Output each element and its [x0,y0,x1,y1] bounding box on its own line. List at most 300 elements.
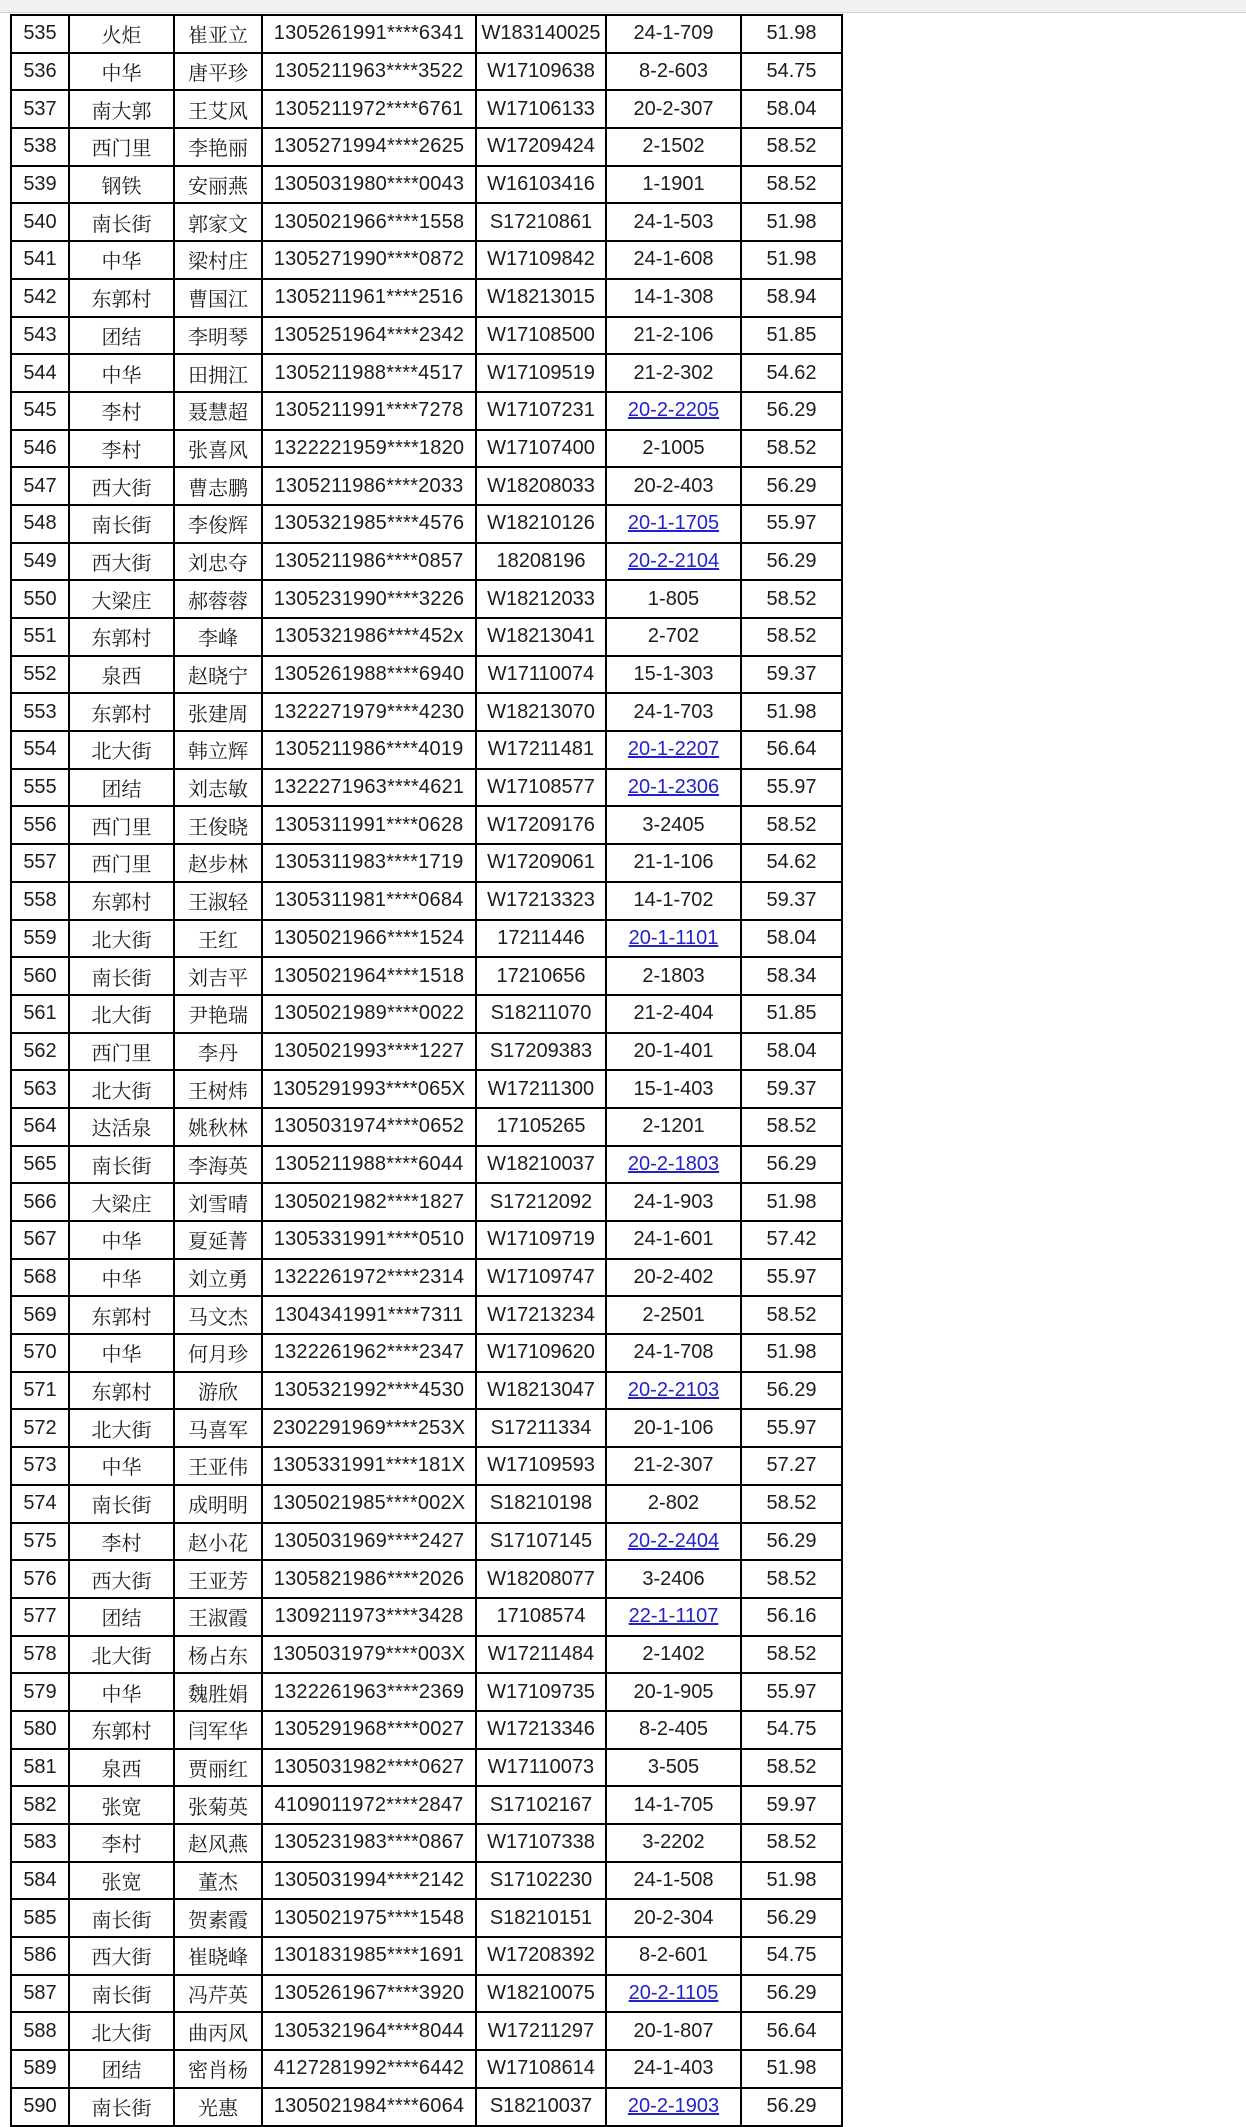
cell-person-name: 尹艳瑞 [174,995,262,1033]
cell-score: 58.52 [741,1560,842,1598]
cell-person-name: 张喜风 [174,430,262,468]
cell-score: 58.04 [741,1033,842,1071]
cell-application-code: W18213015 [476,279,606,317]
cell-row-number: 562 [11,1033,69,1071]
cell-unit-number: 24-1-708 [606,1334,741,1372]
table-row [11,279,842,317]
table-row [11,693,842,731]
cell-masked-id: 1322261972****2314 [262,1259,476,1297]
cell-person-name: 李艳丽 [174,128,262,166]
cell-score: 56.29 [741,543,842,581]
cell-masked-id: 1305211986****4019 [262,731,476,769]
cell-unit-number: 24-1-508 [606,1862,741,1900]
cell-unit-number: 24-1-608 [606,241,741,279]
cell-row-number: 585 [11,1899,69,1937]
cell-street-office: 西大街 [69,543,174,581]
cell-street-office: 火炬 [69,15,174,53]
cell-unit-number: 20-2-402 [606,1259,741,1297]
cell-unit-number: 20-1-905 [606,1673,741,1711]
cell-unit-number [606,2088,741,2126]
cell-person-name: 王亚芳 [174,1560,262,1598]
cell-row-number: 589 [11,2050,69,2088]
cell-application-code: W183140025 [476,15,606,53]
cell-masked-id: 1305211972****6761 [262,90,476,128]
cell-person-name: 贺素霞 [174,1899,262,1937]
unit-link[interactable]: 20-2-2103 [627,1379,720,1402]
cell-street-office: 钢铁 [69,166,174,204]
cell-person-name: 闫军华 [174,1711,262,1749]
cell-score: 56.29 [741,2088,842,2126]
cell-unit-number: 2-2501 [606,1296,741,1334]
cell-unit-number [606,543,741,581]
cell-application-code: W17109519 [476,354,606,392]
table-row [11,1259,842,1297]
cell-application-code: S17211334 [476,1409,606,1447]
cell-person-name: 安丽燕 [174,166,262,204]
cell-score: 58.52 [741,430,842,468]
cell-application-code: W18210037 [476,1146,606,1184]
cell-score: 58.34 [741,957,842,995]
cell-application-code: S17107145 [476,1523,606,1561]
cell-score: 51.98 [741,203,842,241]
cell-masked-id: 1305021966****1524 [262,920,476,958]
table-row [11,467,842,505]
cell-application-code: W16103416 [476,166,606,204]
cell-unit-number: 2-1402 [606,1636,741,1674]
cell-street-office: 中华 [69,354,174,392]
cell-score: 56.29 [741,392,842,430]
unit-link[interactable]: 20-1-1101 [628,926,719,949]
cell-application-code: S17102167 [476,1786,606,1824]
unit-link[interactable]: 20-2-1803 [627,1152,720,1175]
table-row [11,392,842,430]
cell-application-code: W17107400 [476,430,606,468]
cell-row-number: 566 [11,1183,69,1221]
cell-masked-id: 2302291969****253X [262,1409,476,1447]
table-row [11,1560,842,1598]
cell-street-office: 东郭村 [69,618,174,656]
cell-person-name: 刘吉平 [174,957,262,995]
cell-person-name: 游欣 [174,1372,262,1410]
cell-person-name: 王淑霞 [174,1598,262,1636]
cell-street-office: 中华 [69,1447,174,1485]
cell-score: 55.97 [741,1409,842,1447]
cell-person-name: 李明琴 [174,317,262,355]
table-row [11,1485,842,1523]
cell-person-name: 贾丽红 [174,1749,262,1787]
cell-application-code: S18210198 [476,1485,606,1523]
table-row [11,1975,842,2013]
cell-person-name: 郭家文 [174,203,262,241]
cell-person-name: 刘志敏 [174,769,262,807]
cell-application-code: W17213323 [476,882,606,920]
cell-unit-number: 2-702 [606,618,741,656]
cell-masked-id: 1305021964****1518 [262,957,476,995]
table-row [11,1033,842,1071]
table-row [11,1749,842,1787]
cell-application-code: W17109593 [476,1447,606,1485]
cell-street-office: 北大街 [69,995,174,1033]
cell-masked-id: 1305021993****1227 [262,1033,476,1071]
cell-masked-id: 1305211988****4517 [262,354,476,392]
cell-street-office: 中华 [69,1221,174,1259]
cell-unit-number: 21-2-106 [606,317,741,355]
cell-score: 54.75 [741,1711,842,1749]
cell-unit-number: 20-2-304 [606,1899,741,1937]
cell-masked-id: 1305021982****1827 [262,1183,476,1221]
cell-row-number: 563 [11,1070,69,1108]
cell-score: 51.98 [741,1334,842,1372]
cell-person-name: 李丹 [174,1033,262,1071]
cell-application-code: W18213041 [476,618,606,656]
cell-unit-number [606,1523,741,1561]
cell-row-number: 586 [11,1937,69,1975]
cell-masked-id: 4109011972****2847 [262,1786,476,1824]
unit-link[interactable]: 20-2-1105 [628,1982,719,2005]
cell-row-number: 538 [11,128,69,166]
cell-person-name: 韩立辉 [174,731,262,769]
cell-street-office: 中华 [69,1673,174,1711]
cell-score: 57.27 [741,1447,842,1485]
cell-street-office: 团结 [69,2050,174,2088]
cell-score: 58.52 [741,806,842,844]
table-row [11,1070,842,1108]
cell-application-code: W17208392 [476,1937,606,1975]
cell-unit-number: 21-2-307 [606,1447,741,1485]
cell-unit-number [606,769,741,807]
cell-row-number: 559 [11,920,69,958]
cell-person-name: 唐平珍 [174,53,262,91]
table-row [11,920,842,958]
cell-application-code: W17110073 [476,1749,606,1787]
cell-row-number: 549 [11,543,69,581]
cell-row-number: 573 [11,1447,69,1485]
cell-application-code: W17107338 [476,1824,606,1862]
cell-masked-id: 1305331991****181X [262,1447,476,1485]
table-row [11,1673,842,1711]
table-row [11,731,842,769]
table-row [11,957,842,995]
cell-unit-number [606,1975,741,2013]
table-row [11,1146,842,1184]
cell-application-code: S17212092 [476,1183,606,1221]
table-row [11,317,842,355]
cell-person-name: 赵小花 [174,1523,262,1561]
cell-masked-id: 1305021985****002X [262,1485,476,1523]
unit-link[interactable]: 20-2-2104 [627,549,720,572]
cell-score: 54.75 [741,1937,842,1975]
cell-application-code: S18210151 [476,1899,606,1937]
cell-unit-number: 24-1-503 [606,203,741,241]
cell-unit-number: 14-1-705 [606,1786,741,1824]
cell-row-number: 545 [11,392,69,430]
cell-row-number: 537 [11,90,69,128]
cell-application-code: W17109842 [476,241,606,279]
table-row [11,844,842,882]
cell-person-name: 光惠 [174,2088,262,2126]
cell-person-name: 王红 [174,920,262,958]
cell-masked-id: 1305031979****003X [262,1636,476,1674]
cell-unit-number: 24-1-601 [606,1221,741,1259]
unit-link[interactable]: 22-1-1107 [628,1605,719,1628]
cell-street-office: 北大街 [69,1636,174,1674]
cell-street-office: 南长街 [69,957,174,995]
cell-masked-id: 1322261962****2347 [262,1334,476,1372]
cell-masked-id: 1305321964****8044 [262,2012,476,2050]
cell-score: 56.29 [741,1372,842,1410]
cell-score: 59.37 [741,1070,842,1108]
cell-application-code: W18210126 [476,505,606,543]
cell-person-name: 杨占东 [174,1636,262,1674]
cell-street-office: 南长街 [69,1975,174,2013]
cell-score: 56.29 [741,467,842,505]
cell-unit-number: 8-2-603 [606,53,741,91]
table-row [11,1221,842,1259]
cell-application-code: S17102230 [476,1862,606,1900]
page-top-strip [0,0,1246,13]
table-row [11,995,842,1033]
cell-person-name: 马文杰 [174,1296,262,1334]
cell-masked-id: 1305211961****2516 [262,279,476,317]
cell-unit-number: 21-2-404 [606,995,741,1033]
cell-masked-id: 1305321992****4530 [262,1372,476,1410]
cell-row-number: 558 [11,882,69,920]
cell-masked-id: 1305211988****6044 [262,1146,476,1184]
cell-person-name: 王树炜 [174,1070,262,1108]
cell-application-code: W18208077 [476,1560,606,1598]
cell-street-office: 东郭村 [69,1372,174,1410]
cell-row-number: 540 [11,203,69,241]
cell-unit-number [606,731,741,769]
table-row [11,1937,842,1975]
cell-score: 51.85 [741,995,842,1033]
cell-score: 58.52 [741,580,842,618]
cell-application-code: 17105265 [476,1108,606,1146]
cell-masked-id: 1305291993****065X [262,1070,476,1108]
cell-person-name: 张建周 [174,693,262,731]
cell-unit-number: 1-1901 [606,166,741,204]
cell-row-number: 561 [11,995,69,1033]
cell-unit-number: 24-1-903 [606,1183,741,1221]
cell-street-office: 泉西 [69,656,174,694]
unit-link[interactable]: 20-2-1903 [627,2095,720,2118]
cell-street-office: 南大郭 [69,90,174,128]
cell-street-office: 中华 [69,1334,174,1372]
cell-street-office: 东郭村 [69,693,174,731]
cell-masked-id: 1305031982****0627 [262,1749,476,1787]
cell-row-number: 572 [11,1409,69,1447]
cell-person-name: 曹国江 [174,279,262,317]
cell-score: 55.97 [741,1259,842,1297]
cell-score: 58.52 [741,1749,842,1787]
table-row [11,1899,842,1937]
cell-unit-number: 8-2-601 [606,1937,741,1975]
cell-unit-number: 24-1-703 [606,693,741,731]
cell-masked-id: 1305271990****0872 [262,241,476,279]
table-row [11,882,842,920]
unit-link[interactable]: 20-2-2205 [627,399,720,422]
cell-score: 59.97 [741,1786,842,1824]
unit-link[interactable]: 20-1-2207 [627,738,720,761]
cell-person-name: 赵步林 [174,844,262,882]
cell-unit-number: 15-1-303 [606,656,741,694]
cell-street-office: 西大街 [69,467,174,505]
cell-unit-number: 20-2-307 [606,90,741,128]
cell-street-office: 西门里 [69,128,174,166]
cell-score: 51.98 [741,241,842,279]
cell-street-office: 张宽 [69,1862,174,1900]
cell-row-number: 579 [11,1673,69,1711]
cell-unit-number: 15-1-403 [606,1070,741,1108]
cell-application-code: S18210037 [476,2088,606,2126]
cell-person-name: 魏胜娟 [174,1673,262,1711]
cell-application-code: W18213070 [476,693,606,731]
cell-street-office: 北大街 [69,1409,174,1447]
cell-row-number: 568 [11,1259,69,1297]
cell-row-number: 542 [11,279,69,317]
cell-application-code: W17211484 [476,1636,606,1674]
cell-score: 55.97 [741,505,842,543]
cell-person-name: 田拥江 [174,354,262,392]
cell-score: 51.85 [741,317,842,355]
cell-masked-id: 1305311991****0628 [262,806,476,844]
cell-score: 58.52 [741,128,842,166]
cell-person-name: 成明明 [174,1485,262,1523]
cell-application-code: W17108500 [476,317,606,355]
cell-street-office: 东郭村 [69,882,174,920]
cell-masked-id: 1305021984****6064 [262,2088,476,2126]
unit-link[interactable]: 20-1-1705 [627,512,720,535]
cell-masked-id: 1322261963****2369 [262,1673,476,1711]
cell-score: 56.29 [741,1523,842,1561]
table-row [11,166,842,204]
table-row [11,15,842,53]
cell-street-office: 李村 [69,1523,174,1561]
cell-person-name: 王俊晓 [174,806,262,844]
table-row [11,1296,842,1334]
cell-row-number: 536 [11,53,69,91]
cell-application-code: W18213047 [476,1372,606,1410]
cell-person-name: 赵晓宁 [174,656,262,694]
cell-masked-id: 1305261988****6940 [262,656,476,694]
cell-application-code: 17210656 [476,957,606,995]
cell-person-name: 李峰 [174,618,262,656]
document-sheet [10,14,843,2127]
cell-masked-id: 1305211991****7278 [262,392,476,430]
table-row [11,1824,842,1862]
cell-person-name: 赵风燕 [174,1824,262,1862]
cell-application-code: S17210861 [476,203,606,241]
cell-street-office: 北大街 [69,2012,174,2050]
cell-row-number: 574 [11,1485,69,1523]
table-row [11,656,842,694]
cell-street-office: 西大街 [69,1560,174,1598]
table-row [11,241,842,279]
cell-unit-number: 20-1-401 [606,1033,741,1071]
cell-score: 58.94 [741,279,842,317]
cell-application-code: W17209424 [476,128,606,166]
cell-person-name: 何月珍 [174,1334,262,1372]
cell-masked-id: 1305231990****3226 [262,580,476,618]
cell-masked-id: 1305251964****2342 [262,317,476,355]
cell-masked-id: 1305031994****2142 [262,1862,476,1900]
cell-masked-id: 1305271994****2625 [262,128,476,166]
cell-street-office: 西大街 [69,1937,174,1975]
cell-person-name: 马喜军 [174,1409,262,1447]
cell-row-number: 543 [11,317,69,355]
cell-unit-number: 2-1005 [606,430,741,468]
cell-street-office: 李村 [69,392,174,430]
cell-unit-number [606,1598,741,1636]
cell-masked-id: 1305021989****0022 [262,995,476,1033]
cell-person-name: 崔晓峰 [174,1937,262,1975]
cell-masked-id: 1305031980****0043 [262,166,476,204]
cell-masked-id: 1305261967****3920 [262,1975,476,2013]
cell-masked-id: 1305311981****0684 [262,882,476,920]
cell-application-code: W17107231 [476,392,606,430]
cell-row-number: 552 [11,656,69,694]
cell-application-code: S18211070 [476,995,606,1033]
cell-row-number: 564 [11,1108,69,1146]
cell-score: 58.52 [741,1108,842,1146]
cell-score: 59.37 [741,882,842,920]
cell-street-office: 北大街 [69,1070,174,1108]
unit-link[interactable]: 20-2-2404 [627,1529,720,1552]
table-row [11,1108,842,1146]
cell-application-code: S17209383 [476,1033,606,1071]
cell-person-name: 冯芹英 [174,1975,262,2013]
cell-person-name: 李俊辉 [174,505,262,543]
table-row [11,128,842,166]
resident-roster-table [10,14,843,2127]
cell-person-name: 密肖杨 [174,2050,262,2088]
cell-row-number: 577 [11,1598,69,1636]
cell-row-number: 551 [11,618,69,656]
cell-row-number: 590 [11,2088,69,2126]
resident-roster-body [11,15,842,2126]
table-row [11,1598,842,1636]
cell-person-name: 崔亚立 [174,15,262,53]
cell-masked-id: 1305231983****0867 [262,1824,476,1862]
table-row [11,1334,842,1372]
cell-street-office: 东郭村 [69,1711,174,1749]
cell-street-office: 泉西 [69,1749,174,1787]
table-row [11,618,842,656]
cell-masked-id: 1305261991****6341 [262,15,476,53]
cell-unit-number [606,1372,741,1410]
cell-row-number: 553 [11,693,69,731]
cell-unit-number: 1-805 [606,580,741,618]
table-row [11,2012,842,2050]
cell-unit-number: 3-2405 [606,806,741,844]
cell-row-number: 582 [11,1786,69,1824]
cell-masked-id: 1305021975****1548 [262,1899,476,1937]
cell-person-name: 李海英 [174,1146,262,1184]
cell-person-name: 夏延菁 [174,1221,262,1259]
cell-person-name: 梁村庄 [174,241,262,279]
unit-link[interactable]: 20-1-2306 [627,776,720,799]
cell-unit-number: 24-1-709 [606,15,741,53]
cell-row-number: 575 [11,1523,69,1561]
cell-street-office: 南长街 [69,1146,174,1184]
cell-unit-number [606,392,741,430]
cell-masked-id: 1305321986****452x [262,618,476,656]
cell-street-office: 大梁庄 [69,580,174,618]
cell-application-code: W17211481 [476,731,606,769]
table-row [11,2050,842,2088]
table-row [11,1523,842,1561]
table-row [11,430,842,468]
